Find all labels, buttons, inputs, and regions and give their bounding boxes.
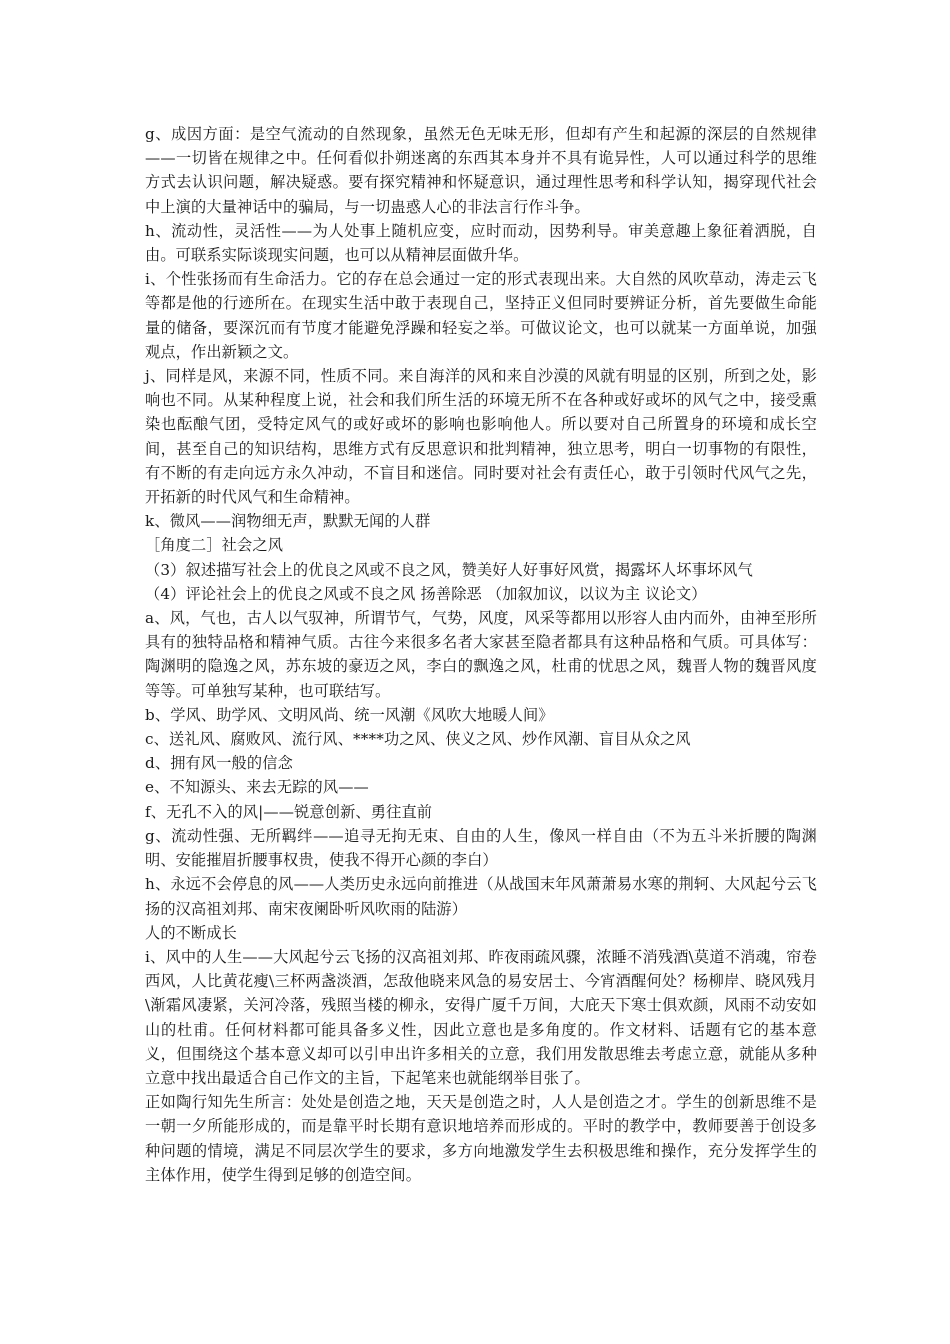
paragraph-growth: 人的不断成长 bbox=[145, 923, 238, 942]
paragraph-i-vitality: i、个性张扬而有生命活力。它的存在总会通过一定的形式表现出来。大自然的风吹草动，涛走云飞等都是他的行迹所在。在现实生活中敢于表现自己，坚持正义但同时要辨证分析，首先要做生命能量的储备，要深沉而有节度才能避免浮躁和轻妄之举。可做议论文，也可以就某一方面单说，加强观点，作出新颖之文。 bbox=[145, 270, 817, 361]
paragraph-k-breeze: k、微风——润物细无声，默默无闻的人群 bbox=[145, 512, 431, 531]
paragraph-i-life: i、风中的人生——大风起兮云飞扬的汉高祖刘邦、昨夜雨疏风骤，浓睡不消残酒\莫道不消魂，帘卷西风，人比黄花瘦\三杯两盏淡酒，怎敌他晓来风急的易安居士、今宵酒醒何处？杨柳岸、晓风残月\渐霜风凄紧，关河冷落，残照当楼的柳永，安得广厦千万间，大庇天下寒士俱欢颜，风雨不动安如山的杜甫。任何材料都可能具备多义性，因此立意也是多角度的。作文材料、话题有它的基本意义，但围绕这个基本意义却可以引申出许多相关的立意，我们用发散思维去考虑立意，就能从多种立意中找出最适合自己作文的主旨，下起笔来也就能纲举目张了。 bbox=[145, 947, 817, 1087]
paragraph-d-belief: d、拥有风一般的信念 bbox=[145, 754, 293, 773]
section-heading-angle-two: ［角度二］社会之风 bbox=[145, 536, 284, 555]
paragraph-h-flexibility: h、流动性，灵活性——为人处事上随机应变，应时而动，因势利导。审美意趣上象征着洒脱，自由。可联系实际谈现实问题，也可以从精神层面做升华。 bbox=[145, 221, 817, 265]
paragraph-j-origin: j、同样是风，来源不同，性质不同。来自海洋的风和来自沙漠的风就有明显的区别，所到之处，影响也不同。从某种程度上说，社会和我们所生活的环境无所不在各种或好或坏的风气之中，接受熏染也酝酿气团，受特定风气的或好或坏的影响也影响他人。所以要对自己所置身的环境和成长空间，甚至自己的知识结构，思维方式有反思意识和批判精神，独立思考，明白一切事物的有限性，有不断的有走向远方永久冲动，不盲目和迷信。同时要对社会有责任心，敢于引领时代风气之先，开拓新的时代风气和生命精神。 bbox=[145, 367, 817, 507]
paragraph-c-trends: c、送礼风、腐败风、流行风、****功之风、侠义之风、炒作风潮、盲目从众之风 bbox=[145, 730, 691, 749]
paragraph-g-freedom: g、流动性强、无所羁绊——追寻无拘无束、自由的人生，像风一样自由（不为五斗米折腰的陶渊明、安能摧眉折腰事权贵，使我不得开心颜的李白） bbox=[145, 826, 817, 870]
paragraph-e-source: e、不知源头、来去无踪的风—— bbox=[145, 778, 369, 797]
document-body bbox=[145, 122, 817, 1187]
paragraph-g-cause: g、成因方面：是空气流动的自然现象，虽然无色无味无形，但却有产生和起源的深层的自然规律——一切皆在规律之中。任何看似扑朔迷离的东西其本身并不具有诡异性，人可以通过科学的思维方式去认识问题，解决疑惑。要有探究精神和怀疑意识，通过理性思考和科学认知，揭穿现代社会中上演的大量神话中的骗局，与一切蛊惑人心的非法言行作斗争。 bbox=[145, 125, 817, 216]
paragraph-h-history: h、永远不会停息的风——人类历史永远向前推进（从战国末年风萧萧易水寒的荆轲、大风起兮云飞扬的汉高祖刘邦、南宋夜阑卧听风吹雨的陆游） bbox=[145, 875, 817, 918]
paragraph-a-demeanor: a、风，气也，古人以气驭神，所谓节气，气势，风度，风采等都用以形容人由内而外，由神至形所具有的独特品格和精神气质。古往今来很多名者大家甚至隐者都具有这种品格和气质。可具体写：陶渊明的隐逸之风，苏东坡的豪迈之风，李白的飘逸之风，杜甫的忧思之风，魏晋人物的魏晋风度等等。可单独写某种，也可联结写。 bbox=[145, 609, 817, 700]
paragraph-item-3: （3）叙述描写社会上的优良之风或不良之风，赞美好人好事好风赏，揭露坏人坏事坏风气 bbox=[145, 560, 753, 579]
paragraph-tao-xingzhi: 正如陶行知先生所言：处处是创造之地，天天是创造之时，人人是创造之才。学生的创新思维不是一朝一夕所能形成的，而是靠平时长期有意识地培养而形成的。平时的教学中，教师要善于创设多种问题的情境，满足不同层次学生的要求，多方向地激发学生去积极思维和操作，充分发挥学生的主体作用，使学生得到足够的创造空间。 bbox=[145, 1093, 817, 1184]
paragraph-b-study: b、学风、助学风、文明风尚、统一风潮《风吹大地暖人间》 bbox=[145, 705, 554, 724]
paragraph-f-innovation: f、无孔不入的风|——锐意创新、勇往直前 bbox=[145, 802, 433, 821]
paragraph-item-4: （4）评论社会上的优良之风或不良之风 扬善除恶 （加叙加议，以议为主 议论文） bbox=[145, 584, 707, 603]
